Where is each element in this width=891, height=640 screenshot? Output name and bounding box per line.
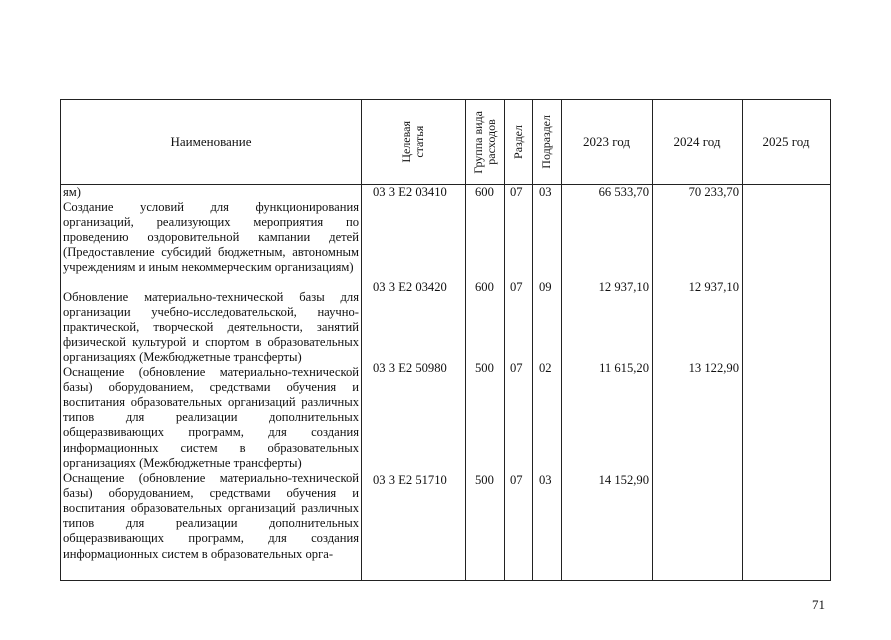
cell-subsection: 03 (539, 473, 552, 487)
cell-subsection: 03 (539, 185, 552, 199)
cell-group: 500 (475, 473, 494, 487)
cell-subsection: 09 (539, 280, 552, 294)
cell-group: 500 (475, 361, 494, 375)
cell-group: 600 (475, 280, 494, 294)
header-2023 (561, 100, 652, 184)
cell-2024: 13 122,90 (688, 361, 739, 375)
header-target-article (361, 100, 465, 184)
cell-group: 600 (475, 185, 494, 199)
header-name-label: Наименование (170, 134, 252, 149)
cell-2024: 12 937,10 (688, 280, 739, 294)
table-header (61, 100, 830, 185)
header-expense-group-label: Группа вида расходов (470, 110, 498, 174)
description-column (63, 185, 359, 562)
cell-section: 07 (510, 361, 523, 375)
cell-code: 03 3 Е2 50980 (373, 361, 447, 375)
header-2025-label: 2025 год (762, 134, 810, 149)
continuation-text: ям) (63, 185, 81, 199)
cell-section: 07 (510, 473, 523, 487)
cell-section: 07 (510, 280, 523, 294)
row-description: Создание условий для функционирования организаций, реализующих мероприятия по проведению оздоровительной кампании детей (Предоставление субсидий бюджетным, автономным учреждениям и иным некоммерческим организациям) (63, 200, 359, 275)
header-section (504, 100, 532, 184)
header-expense-group (465, 100, 504, 184)
header-section-label: Раздел (510, 125, 525, 159)
header-2024-label: 2024 год (673, 134, 721, 149)
cell-section: 07 (510, 185, 523, 199)
cell-code: 03 3 Е2 03420 (373, 280, 447, 294)
cell-subsection: 02 (539, 361, 552, 375)
header-target-article-label: Целевая статья (399, 121, 426, 163)
cell-2023: 11 615,20 (599, 361, 649, 375)
header-2024 (652, 100, 742, 184)
cell-2024: 70 233,70 (688, 185, 739, 199)
cell-code: 03 3 Е2 51710 (373, 473, 447, 487)
budget-table (60, 99, 831, 581)
cell-2023: 66 533,70 (598, 185, 649, 199)
row-description: Оснащение (обновление материально-технической базы) оборудованием, средствами обучения и воспитания образовательных организаций различных типов для реализации дополнительных общеразвивающих программ, для создания информационных систем в образовательных организациях (Межбюджетные трансферты) (63, 365, 359, 470)
header-subsection-label: Подраздел (539, 115, 553, 169)
cell-code: 03 3 Е2 03410 (373, 185, 447, 199)
header-2023-label: 2023 год (583, 134, 630, 149)
header-subsection (532, 100, 561, 184)
cell-2023: 12 937,10 (598, 280, 649, 294)
page-number: 71 (812, 597, 825, 612)
row-description: Оснащение (обновление материально-технической базы) оборудованием, средствами обучения и воспитания образовательных организаций различных типов для реализации дополнительных общеразвивающих программ, для создания информационных систем в образовательных орга- (63, 471, 359, 561)
cell-2023: 14 152,90 (598, 473, 649, 487)
header-2025 (742, 100, 830, 184)
row-description: Обновление материально-технической базы для организации учебно-исследовательской, научно-практической, творческой деятельности, занятий физической культурой и спортом в образовательных организациях (Межбюджетные трансферты) (63, 290, 359, 365)
header-name (61, 100, 361, 184)
